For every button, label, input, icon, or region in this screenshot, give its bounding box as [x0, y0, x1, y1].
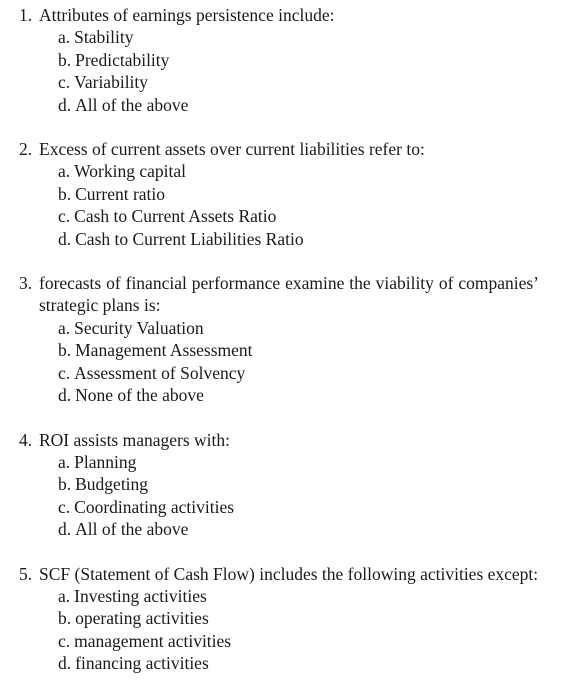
question-stem [0, 563, 583, 585]
option-b [58, 339, 583, 361]
option-b [58, 607, 583, 629]
option-letter: c. [58, 496, 71, 517]
option-text: All of the above [75, 94, 189, 115]
option-text: Current ratio [75, 183, 166, 204]
option-text: Cash to Current Liabilities Ratio [75, 228, 304, 249]
option-c [58, 71, 583, 93]
option-letter: a. [58, 585, 71, 606]
option-text: All of the above [75, 519, 189, 540]
option-letter: c. [58, 206, 71, 227]
option-a [58, 317, 583, 339]
option-list [0, 585, 583, 675]
option-d [58, 384, 583, 406]
option-list [0, 451, 583, 541]
option-text: Investing activities [74, 585, 207, 606]
question-stem [0, 272, 583, 317]
option-text: Budgeting [75, 474, 149, 495]
option-d [58, 518, 583, 540]
option-text: Stability [74, 27, 134, 48]
option-text: Assessment of Solvency [74, 362, 246, 383]
question-4 [0, 429, 583, 541]
option-text: Security Valuation [74, 317, 204, 338]
option-b [58, 183, 583, 205]
question-number: 5. [19, 563, 33, 584]
option-text: Working capital [74, 161, 186, 182]
question-1 [0, 4, 583, 116]
option-letter: b. [58, 340, 72, 361]
option-letter: c. [58, 630, 71, 651]
option-letter: b. [58, 474, 72, 495]
question-stem [0, 138, 583, 160]
option-c [58, 496, 583, 518]
option-letter: c. [58, 72, 71, 93]
question-stem [0, 429, 583, 451]
question-text: ROI assists managers with: [39, 429, 231, 450]
option-text: Cash to Current Assets Ratio [74, 206, 277, 227]
option-text: Planning [74, 451, 137, 472]
option-text: financing activities [75, 653, 209, 674]
option-a [58, 26, 583, 48]
option-letter: d. [58, 94, 72, 115]
option-d [58, 94, 583, 116]
option-letter: a. [58, 27, 71, 48]
option-letter: d. [58, 385, 72, 406]
option-b [58, 473, 583, 495]
option-list [0, 160, 583, 250]
option-letter: b. [58, 183, 72, 204]
option-c [58, 362, 583, 384]
question-5 [0, 563, 583, 675]
option-c [58, 205, 583, 227]
option-letter: d. [58, 519, 72, 540]
option-b [58, 49, 583, 71]
option-letter: b. [58, 49, 72, 70]
option-text: Management Assessment [75, 340, 253, 361]
option-d [58, 228, 583, 250]
option-text: None of the above [75, 385, 204, 406]
option-letter: a. [58, 317, 71, 338]
question-number: 2. [19, 139, 33, 160]
option-d [58, 652, 583, 674]
question-number: 4. [19, 429, 33, 450]
option-list [0, 26, 583, 116]
option-a [58, 160, 583, 182]
option-a [58, 585, 583, 607]
question-text: SCF (Statement of Cash Flow) includes the following activities except: [39, 563, 539, 584]
option-letter: c. [58, 362, 71, 383]
option-list [0, 317, 583, 407]
option-text: Variability [74, 72, 149, 93]
question-list [0, 4, 583, 675]
option-letter: b. [58, 608, 72, 629]
option-text: operating activities [75, 608, 209, 629]
option-text: Predictability [75, 49, 170, 70]
option-a [58, 451, 583, 473]
question-number: 1. [19, 5, 33, 25]
option-text: management activities [74, 630, 232, 651]
question-2 [0, 138, 583, 250]
option-letter: d. [58, 653, 72, 674]
question-text: forecasts of financial performance examine the viability of companies’ strategic plans is: [39, 273, 539, 316]
question-stem [0, 4, 583, 26]
option-c [58, 630, 583, 652]
question-text: Excess of current assets over current liabilities refer to: [39, 139, 425, 160]
option-letter: a. [58, 451, 71, 472]
option-text: Coordinating activities [74, 496, 235, 517]
question-text: Attributes of earnings persistence include: [39, 5, 335, 25]
question-number: 3. [19, 273, 33, 294]
option-letter: d. [58, 228, 72, 249]
option-letter: a. [58, 161, 71, 182]
question-3 [0, 272, 583, 406]
